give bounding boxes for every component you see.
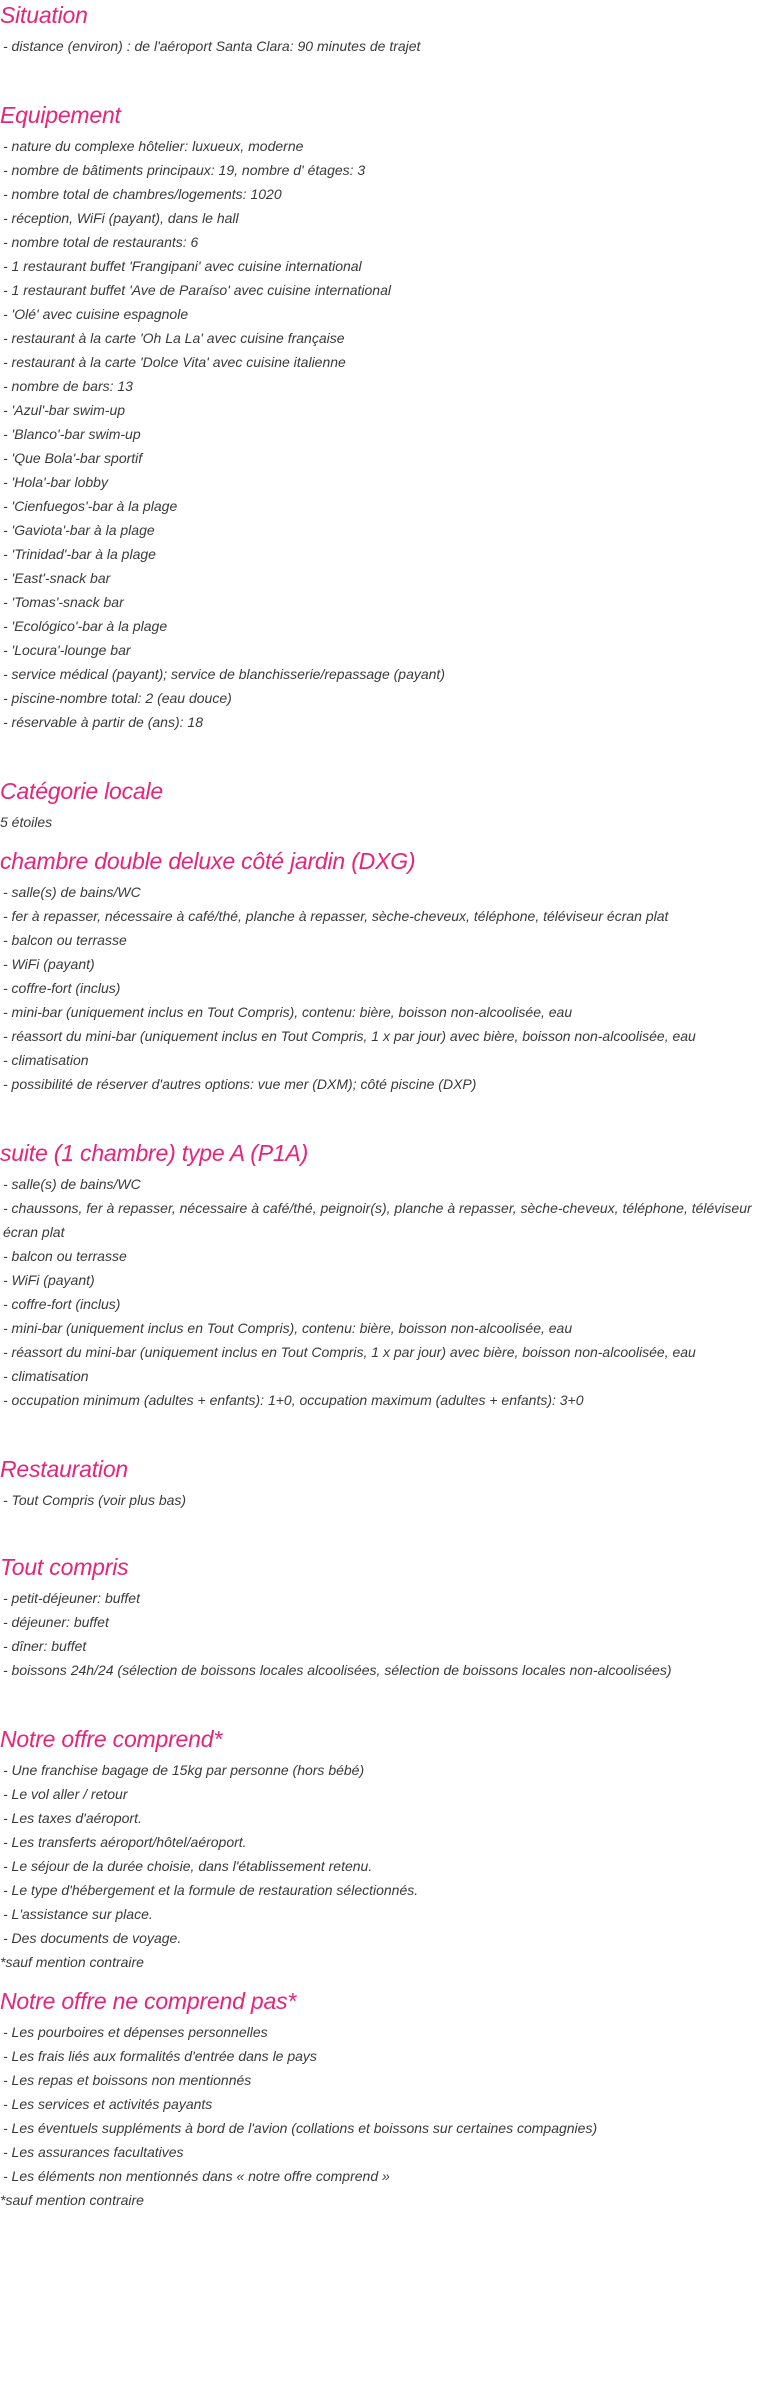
equipement-item: - 'Gaviota'-bar à la plage	[3, 522, 155, 538]
non-offre-item: - Les éventuels suppléments à bord de l'avion (collations et boissons sur certaines compagnies)	[3, 2120, 598, 2136]
suite-item: - salle(s) de bains/WC	[3, 1176, 141, 1192]
offre-item: - Une franchise bagage de 15kg par personne (hors bébé)	[3, 1762, 365, 1778]
chambre-item: - coffre-fort (inclus)	[3, 980, 121, 996]
tout-compris-item: - boissons 24h/24 (sélection de boissons locales alcoolisées, sélection de boissons locales non-alcoolisées)	[3, 1662, 672, 1678]
suite-item: - balcon ou terrasse	[3, 1248, 127, 1264]
offre-heading: Notre offre comprend*	[0, 1726, 223, 1752]
equipement-item: - 'Trinidad'-bar à la plage	[3, 546, 156, 562]
categorie-value: 5 étoiles	[0, 814, 53, 830]
chambre-item: - WiFi (payant)	[3, 956, 95, 972]
equipement-item: - nature du complexe hôtelier: luxueux, moderne	[3, 138, 304, 154]
equipement-item: - réception, WiFi (payant), dans le hall	[3, 210, 239, 226]
equipement-item: - 'Ecológico'-bar à la plage	[3, 618, 168, 634]
suite-item: - occupation minimum (adultes + enfants): 1+0, occupation maximum (adultes + enfants): 3+0	[3, 1392, 584, 1408]
chambre-section	[0, 846, 758, 1096]
equipement-item: - 'Locura'-lounge bar	[3, 642, 131, 658]
offre-section	[0, 1724, 758, 1974]
equipement-heading: Equipement	[0, 102, 121, 128]
suite-item: - mini-bar (uniquement inclus en Tout Compris), contenu: bière, boisson non-alcoolisée, eau	[3, 1320, 573, 1336]
chambre-item: - mini-bar (uniquement inclus en Tout Compris), contenu: bière, boisson non-alcoolisée, eau	[3, 1004, 573, 1020]
offre-item: - Des documents de voyage.	[3, 1930, 182, 1946]
tout-compris-item: - petit-déjeuner: buffet	[3, 1590, 140, 1606]
offre-item: - Le séjour de la durée choisie, dans l'établissement retenu.	[3, 1858, 373, 1874]
suite-section	[0, 1138, 758, 1412]
tout-compris-item: - dîner: buffet	[3, 1638, 87, 1654]
categorie-section	[0, 776, 758, 834]
equipement-item: - réservable à partir de (ans): 18	[3, 714, 203, 730]
categorie-heading: Catégorie locale	[0, 778, 164, 804]
chambre-item: - balcon ou terrasse	[3, 932, 127, 948]
suite-heading: suite (1 chambre) type A (P1A)	[0, 1140, 309, 1166]
offre-item: - Les transferts aéroport/hôtel/aéroport.	[3, 1834, 247, 1850]
non-offre-item: - Les assurances facultatives	[3, 2144, 184, 2160]
equipement-item: - nombre de bâtiments principaux: 19, nombre d' étages: 3	[3, 162, 366, 178]
non-offre-item: - Les services et activités payants	[3, 2096, 213, 2112]
equipement-item: - 1 restaurant buffet 'Frangipani' avec cuisine international	[3, 258, 362, 274]
chambre-heading: chambre double deluxe côté jardin (DXG)	[0, 848, 416, 874]
equipement-item: - 'Azul'-bar swim-up	[3, 402, 126, 418]
equipement-item: - 'Tomas'-snack bar	[3, 594, 124, 610]
offre-item: - Les taxes d'aéroport.	[3, 1810, 142, 1826]
equipement-item: - 'Blanco'-bar swim-up	[3, 426, 141, 442]
equipement-section	[0, 100, 758, 734]
equipement-item: - 'Cienfuegos'-bar à la plage	[3, 498, 178, 514]
non-offre-item: - Les pourboires et dépenses personnelles	[3, 2024, 268, 2040]
chambre-item: - salle(s) de bains/WC	[3, 884, 141, 900]
chambre-item: - possibilité de réserver d'autres options: vue mer (DXM); côté piscine (DXP)	[3, 1076, 477, 1092]
equipement-item: - restaurant à la carte 'Dolce Vita' avec cuisine italienne	[3, 354, 346, 370]
equipement-item: - service médical (payant); service de blanchisserie/repassage (payant)	[3, 666, 445, 682]
restauration-section	[0, 1454, 758, 1512]
equipement-item: - 'Olé' avec cuisine espagnole	[3, 306, 189, 322]
non-offre-item: - Les repas et boissons non mentionnés	[3, 2072, 252, 2088]
non-offre-item: - Les éléments non mentionnés dans « notre offre comprend »	[3, 2168, 390, 2184]
equipement-item: - 'Que Bola'-bar sportif	[3, 450, 143, 466]
suite-item: - climatisation	[3, 1368, 89, 1384]
tout-compris-item: - déjeuner: buffet	[3, 1614, 109, 1630]
restauration-heading: Restauration	[0, 1456, 129, 1482]
situation-section	[0, 0, 758, 58]
suite-item: - coffre-fort (inclus)	[3, 1296, 121, 1312]
tout-compris-section	[0, 1552, 758, 1682]
tout-compris-heading: Tout compris	[0, 1554, 129, 1580]
non-offre-item: - Les frais liés aux formalités d'entrée dans le pays	[3, 2048, 317, 2064]
chambre-item: - réassort du mini-bar (uniquement inclus en Tout Compris, 1 x par jour) avec bière, boisson non-alcoolisée, eau	[3, 1028, 696, 1044]
non-offre-section	[0, 1986, 758, 2212]
equipement-item: - nombre total de restaurants: 6	[3, 234, 199, 250]
suite-item: - chaussons, fer à repasser, nécessaire à café/thé, peignoir(s), planche à repasser, sèche-cheveux, téléphone, téléviseur écran plat	[3, 1200, 752, 1240]
equipement-item: - 1 restaurant buffet 'Ave de Paraíso' avec cuisine international	[3, 282, 391, 298]
equipement-item: - restaurant à la carte 'Oh La La' avec cuisine française	[3, 330, 345, 346]
offre-item: - L'assistance sur place.	[3, 1906, 153, 1922]
non-offre-note: *sauf mention contraire	[0, 2192, 144, 2208]
offre-item: - Le type d'hébergement et la formule de restauration sélectionnés.	[3, 1882, 419, 1898]
equipement-item: - 'Hola'-bar lobby	[3, 474, 108, 490]
situation-item: - distance (environ) : de l'aéroport Santa Clara: 90 minutes de trajet	[3, 38, 421, 54]
restauration-item: - Tout Compris (voir plus bas)	[3, 1492, 187, 1508]
suite-item: - réassort du mini-bar (uniquement inclus en Tout Compris, 1 x par jour) avec bière, boisson non-alcoolisée, eau	[3, 1344, 696, 1360]
offre-item: - Le vol aller / retour	[3, 1786, 128, 1802]
chambre-item: - fer à repasser, nécessaire à café/thé, planche à repasser, sèche-cheveux, téléphone, téléviseur écran plat	[3, 908, 669, 924]
equipement-item: - nombre total de chambres/logements: 1020	[3, 186, 282, 202]
equipement-item: - piscine-nombre total: 2 (eau douce)	[3, 690, 232, 706]
equipement-item: - nombre de bars: 13	[3, 378, 133, 394]
equipement-item: - 'East'-snack bar	[3, 570, 111, 586]
chambre-item: - climatisation	[3, 1052, 89, 1068]
non-offre-heading: Notre offre ne comprend pas*	[0, 1988, 297, 2014]
suite-item: - WiFi (payant)	[3, 1272, 95, 1288]
situation-heading: Situation	[0, 2, 88, 28]
offre-note: *sauf mention contraire	[0, 1954, 144, 1970]
